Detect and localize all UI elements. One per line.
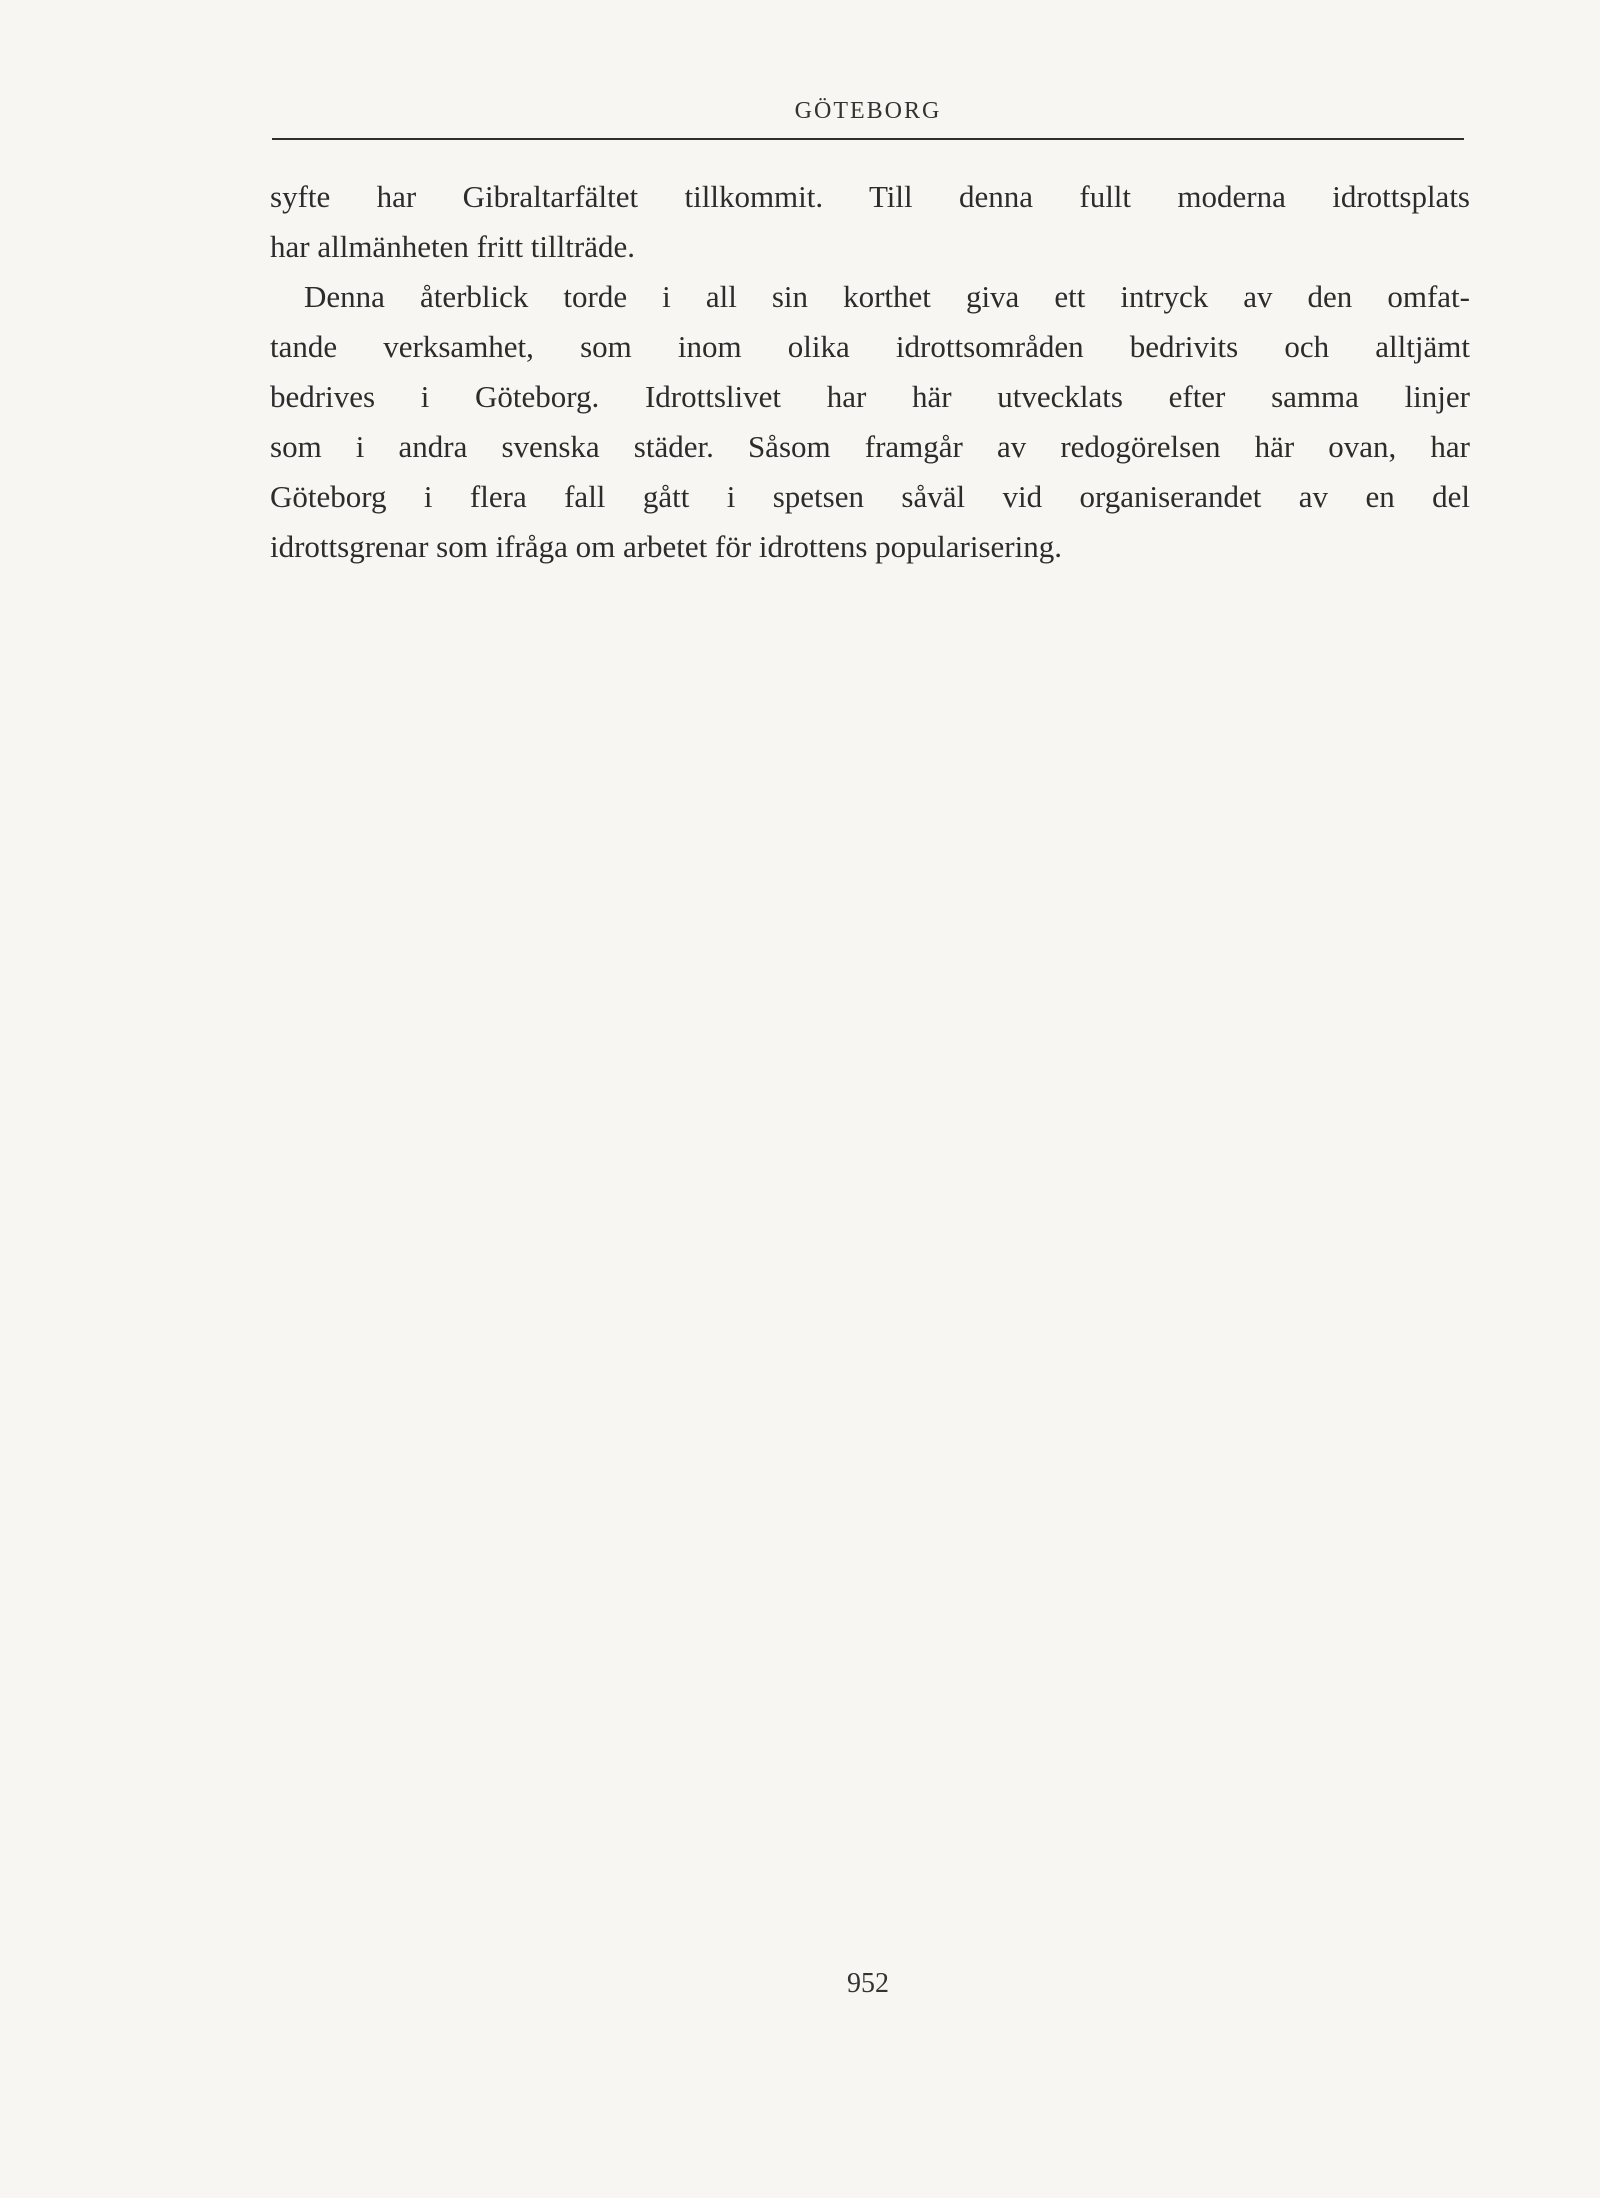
- text-line: bedrives i Göteborg. Idrottslivet har här utvecklats efter samma linjer: [270, 379, 1470, 414]
- paragraph-2: [270, 272, 1470, 572]
- text-line: tande verksamhet, som inom olika idrottsområden bedrivits och alltjämt: [270, 329, 1470, 364]
- text-line: Göteborg i flera fall gått i spetsen såväl vid organiserandet av en del: [270, 479, 1470, 514]
- text-line: som i andra svenska städer. Såsom framgår av redogörelsen här ovan, har: [270, 429, 1470, 464]
- body-text: [270, 172, 1470, 572]
- text-line: Denna återblick torde i all sin korthet giva ett intryck av den omfat-: [304, 279, 1470, 314]
- header-rule: [272, 138, 1464, 140]
- text-line: idrottsgrenar som ifråga om arbetet för idrottens popularisering.: [270, 529, 1062, 564]
- text-line: har allmänheten fritt tillträde.: [270, 229, 635, 264]
- page-number: 952: [847, 1968, 889, 1999]
- paragraph-1: [270, 172, 1470, 272]
- running-head: GÖTEBORG: [794, 98, 942, 124]
- text-line: syfte har Gibraltarfältet tillkommit. Till denna fullt moderna idrottsplats: [270, 179, 1470, 214]
